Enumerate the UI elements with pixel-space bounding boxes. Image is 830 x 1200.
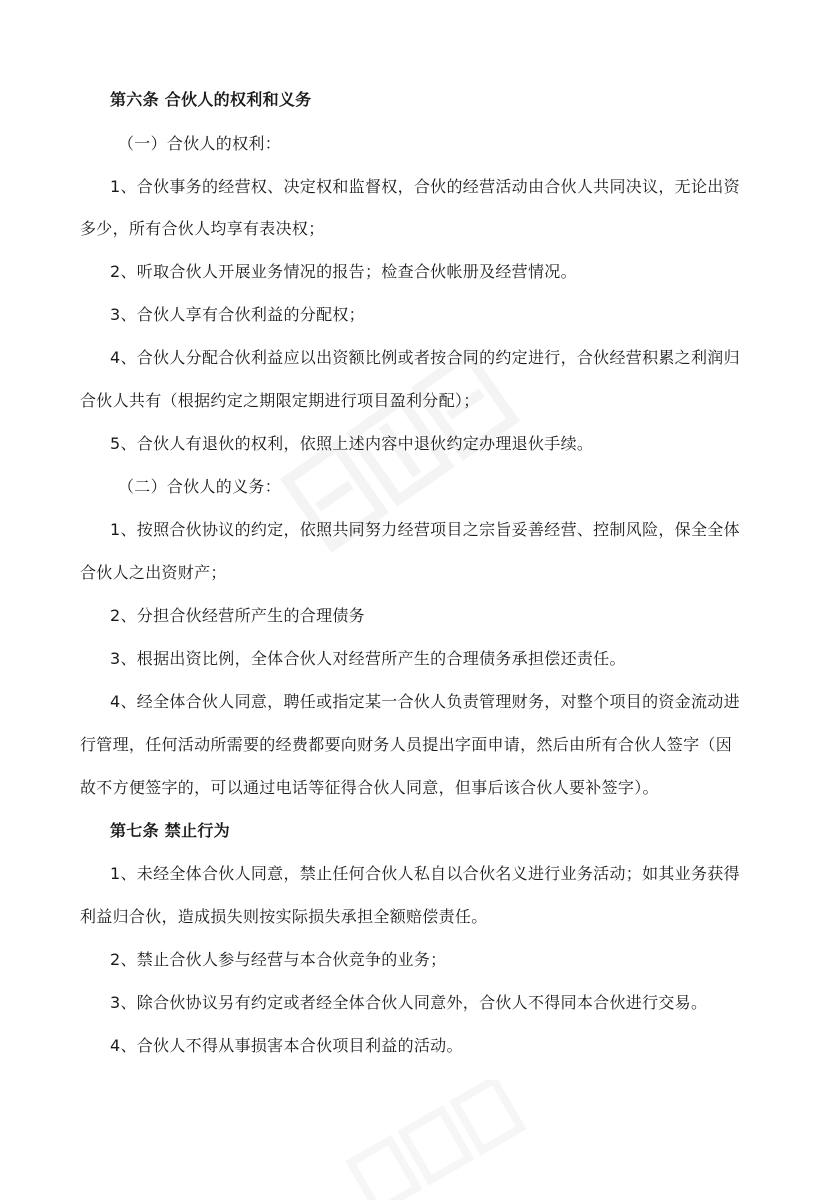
rights-item-4-line1: 4、合伙人分配合伙利益应以出资额比例或者按合同的约定进行，合伙经营积累之利润归 [110,348,740,367]
prohibit-item-3: 3、除合伙协议另有约定或者经全体合伙人同意外，合伙人不得同本合伙进行交易。 [110,993,708,1012]
duties-item-2: 2、分担合伙经营所产生的合理债务 [110,606,365,625]
prohibit-item-1-line1: 1、未经全体合伙人同意，禁止任何合伙人私自以合伙名义进行业务活动；如其业务获得 [110,864,740,883]
duties-item-4-line3: 故不方便签字的，可以通过电话等征得合伙人同意，但事后该合伙人要补签字）。 [80,778,659,797]
prohibit-item-1-line2: 利益归合伙，造成损失则按实际损失承担全额赔偿责任。 [80,907,488,926]
duties-item-1-line1: 1、按照合伙协议的约定，依照共同努力经营项目之宗旨妥善经营、控制风险，保全全体 [110,520,740,539]
article6-title: 第六条 合伙人的权利和义务 [110,90,312,109]
duties-heading: （二）合伙人的义务： [118,477,282,496]
article7-title: 第七条 禁止行为 [110,821,230,840]
rights-item-2: 2、听取合伙人开展业务情况的报告；检查合伙帐册及经营情况。 [110,262,577,281]
duties-item-3: 3、根据出资比例，全体合伙人对经营所产生的合理债务承担偿还责任。 [110,649,626,668]
rights-item-3: 3、合伙人享有合伙利益的分配权； [110,305,365,324]
rights-item-5: 5、合伙人有退伙的权利，依照上述内容中退伙约定办理退伙手续。 [110,434,594,453]
prohibit-item-4: 4、合伙人不得从事损害本合伙项目利益的活动。 [110,1036,463,1055]
rights-item-1-line1: 1、合伙事务的经营权、决定权和监督权，合伙的经营活动由合伙人共同决议，无论出资 [110,177,740,196]
duties-item-4-line1: 4、经全体合伙人同意，聘任或指定某一合伙人负责管理财务，对整个项目的资金流动进 [110,692,740,711]
rights-item-4-line2: 合伙人共有（根据约定之期限定期进行项目盈利分配）； [80,391,480,410]
rights-item-1-line2: 多少，所有合伙人均享有表决权； [80,219,325,238]
duties-item-4-line2: 行管理，任何活动所需要的经费都要向财务人员提出字面申请，然后由所有合伙人签字（因 [80,735,733,754]
rights-heading: （一）合伙人的权利： [118,134,282,153]
watermark-graphic-bottom [320,1080,540,1200]
prohibit-item-2: 2、禁止合伙人参与经营与本合伙竞争的业务； [110,950,447,969]
duties-item-1-line2: 合伙人之出资财产； [80,563,227,582]
